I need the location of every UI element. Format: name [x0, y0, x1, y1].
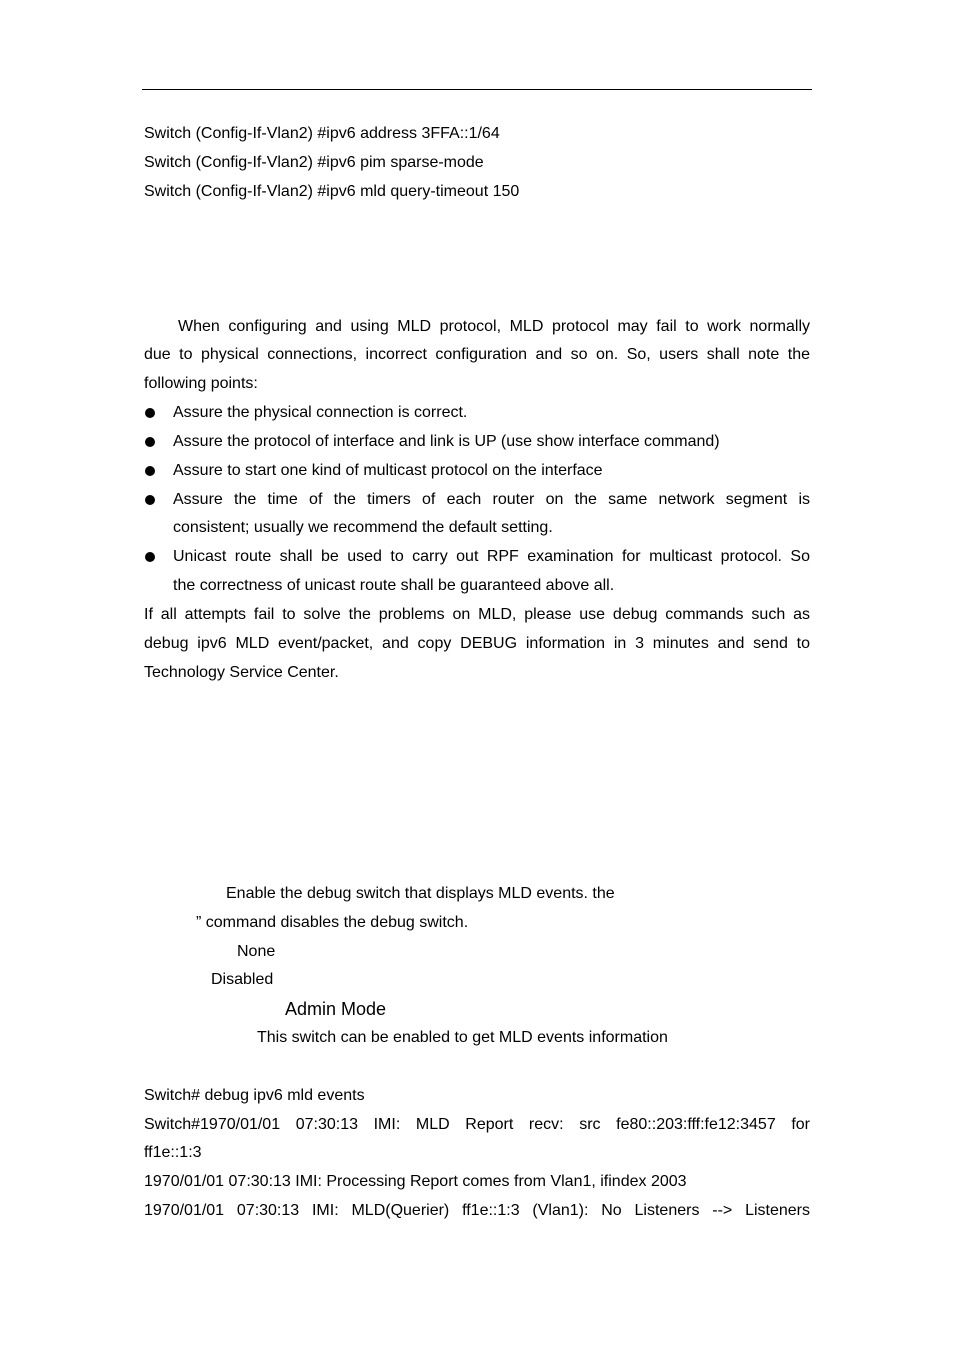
config-command-line: Switch (Config-If-Vlan2) #ipv6 pim sparse-mode: [144, 154, 484, 171]
header-rule: [142, 89, 812, 90]
bullet-dot-icon: [144, 403, 156, 423]
command-usage-text: This switch can be enabled to get MLD events information: [257, 1029, 668, 1046]
outro-paragraph-line: Technology Service Center.: [144, 664, 339, 681]
bullet-dot-icon: [144, 490, 156, 510]
command-mode-value: Admin Mode: [285, 999, 387, 1019]
command-default-value: Disabled: [211, 971, 274, 988]
command-function-text: Enable the debug switch that displays MLD events. the: [226, 885, 615, 902]
intro-paragraph-line: following points:: [144, 375, 258, 392]
example-line: Switch#1970/01/01 07:30:13 IMI: MLD Report recv: src fe80::203:fff:fe12:3457 for: [144, 1116, 810, 1133]
example-line: Switch# debug ipv6 mld events: [144, 1087, 365, 1104]
bullet-item: Unicast route shall be used to carry out RPF examination for multicast protocol. So: [173, 548, 810, 565]
bullet-item: Assure the protocol of interface and link is UP (use show interface command): [173, 433, 720, 450]
bullet-item: Assure the physical connection is correct.: [173, 404, 468, 421]
bullet-item-continuation: consistent; usually we recommend the default setting.: [173, 519, 553, 536]
intro-paragraph-line: due to physical connections, incorrect configuration and so on. So, users shall note the: [144, 346, 810, 363]
bullet-dot-icon: [144, 432, 156, 452]
bullet-item: Assure to start one kind of multicast protocol on the interface: [173, 462, 603, 479]
example-line: 1970/01/01 07:30:13 IMI: MLD(Querier) ff1e::1:3 (Vlan1): No Listeners --> Listeners: [144, 1202, 810, 1219]
example-line: ff1e::1:3: [144, 1144, 202, 1161]
intro-paragraph-line: When configuring and using MLD protocol, MLD protocol may fail to work normally: [178, 318, 810, 335]
example-line: 1970/01/01 07:30:13 IMI: Processing Report comes from Vlan1, ifindex 2003: [144, 1173, 687, 1190]
command-function-text: ” command disables the debug switch.: [196, 914, 469, 931]
config-command-line: Switch (Config-If-Vlan2) #ipv6 mld query-timeout 150: [144, 183, 520, 200]
bullet-item: Assure the time of the timers of each router on the same network segment is: [173, 491, 810, 508]
config-command-line: Switch (Config-If-Vlan2) #ipv6 address 3FFA::1/64: [144, 125, 500, 142]
outro-paragraph-line: debug ipv6 MLD event/packet, and copy DEBUG information in 3 minutes and send to: [144, 635, 810, 652]
outro-paragraph-line: If all attempts fail to solve the problems on MLD, please use debug commands such as: [144, 606, 810, 623]
bullet-dot-icon: [144, 547, 156, 567]
bullet-item-continuation: the correctness of unicast route shall be guaranteed above all.: [173, 577, 615, 594]
bullet-dot-icon: [144, 461, 156, 481]
command-parameter-value: None: [237, 943, 276, 960]
